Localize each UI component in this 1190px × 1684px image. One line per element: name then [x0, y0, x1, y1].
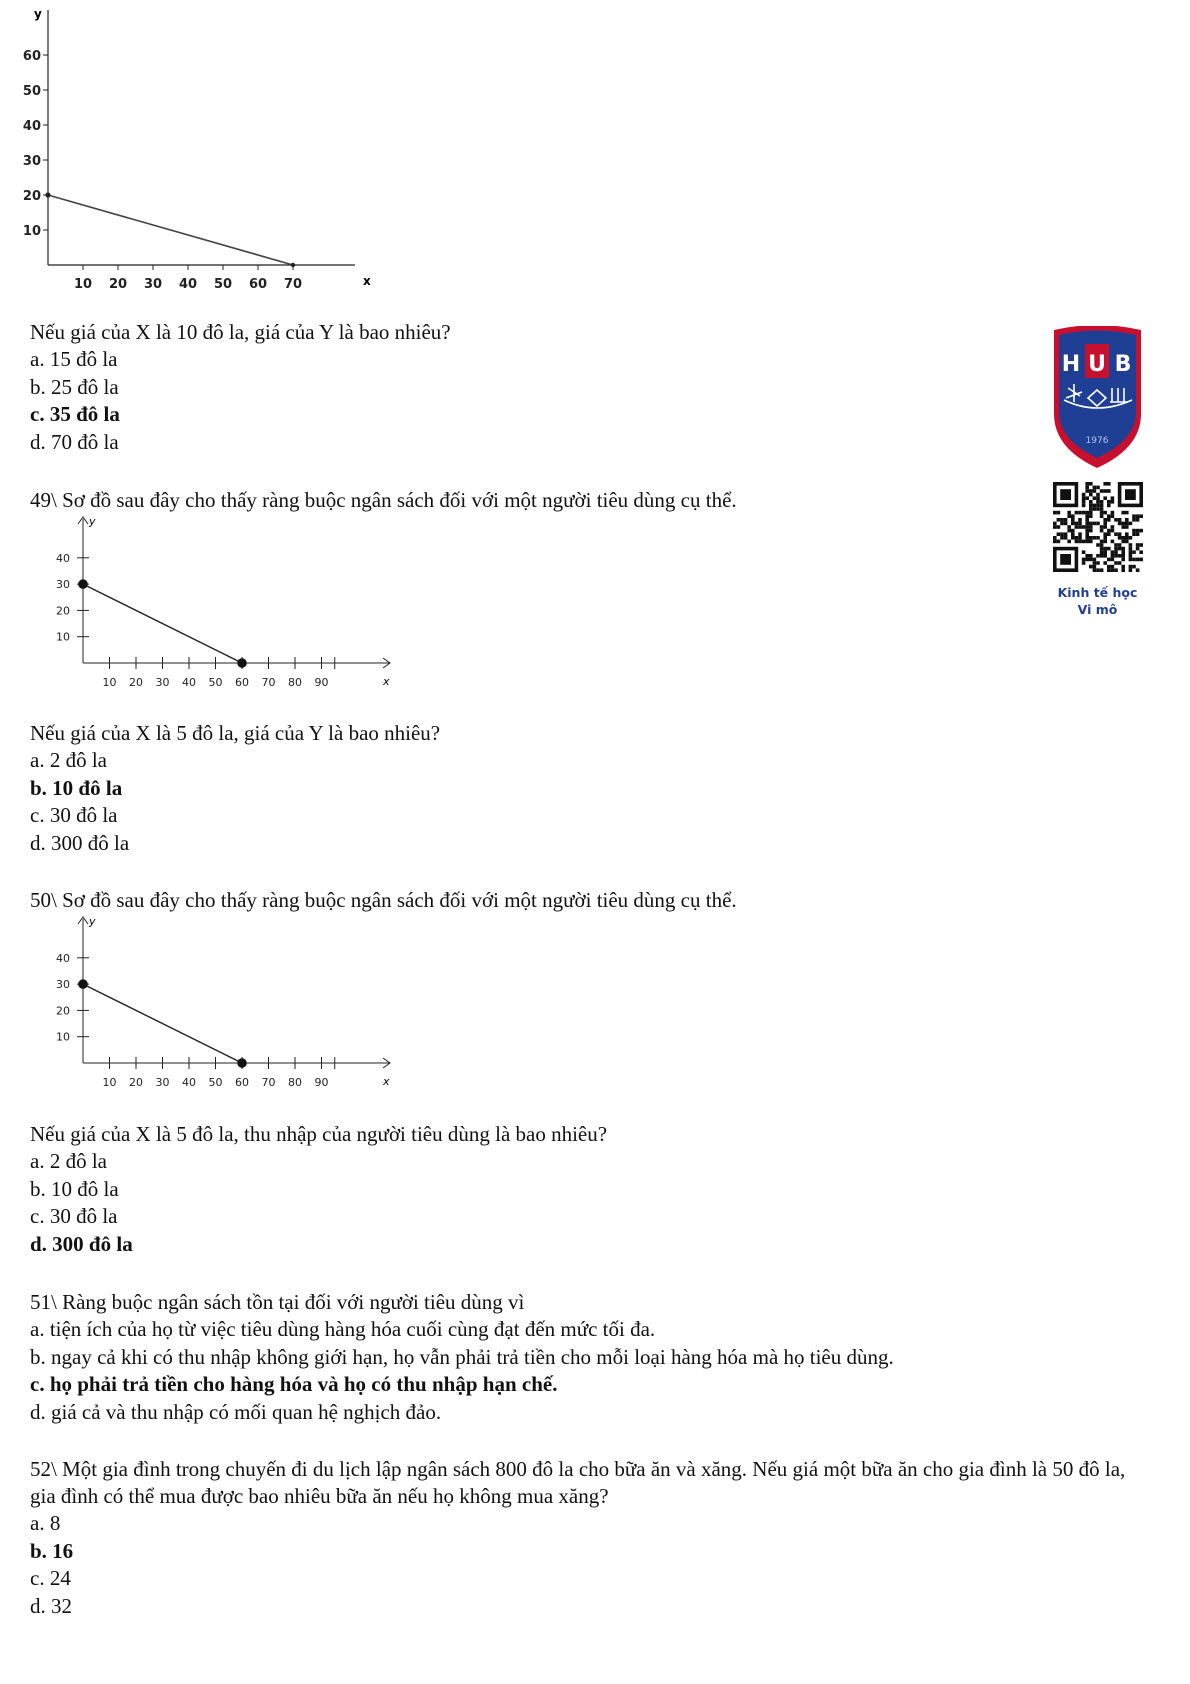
- chart-1-y-label: y: [34, 7, 42, 21]
- option-c-correct: c. họ phải trả tiền cho hàng hóa và họ có thu nhập hạn chế.: [30, 1372, 558, 1396]
- chart-3-x-label: x: [383, 1075, 390, 1088]
- chart-1-x-label: x: [363, 274, 371, 288]
- question-text: Nếu giá của X là 5 đô la, giá của Y là bao nhiêu?: [30, 721, 441, 745]
- question-text: 52\ Một gia đình trong chuyến đi du lịch lập ngân sách 800 đô la cho bữa ăn và xăng. Nếu giá một bữa ăn cho gia đình là 50 đô la, gia đình có thể mua được bao nhiêu bữa ăn nếu họ không mua xăng?: [30, 1457, 1126, 1508]
- chart-1-endpoint: [291, 263, 295, 267]
- chart-3-y-label: y: [89, 915, 96, 928]
- question-48: [30, 319, 451, 456]
- chart-1-y-tick-label: 60: [22, 49, 41, 64]
- chart-1-y-tick-label: 40: [22, 119, 41, 134]
- chart-3-budget-line: [83, 984, 242, 1063]
- chart-3-x-tick-label: 60: [235, 1076, 249, 1089]
- chart-2-x-tick-label: 20: [129, 676, 143, 689]
- option-c: c. 24: [30, 1566, 71, 1590]
- option-b-correct: b. 10 đô la: [30, 775, 123, 800]
- chart-1-x-tick-label: 60: [248, 277, 268, 292]
- chart-3-x-tick-label: 40: [182, 1076, 196, 1089]
- chart-3-x-tick-label: 70: [261, 1076, 276, 1089]
- hub-year: 1976: [1085, 436, 1109, 446]
- chart-3-endpoint: [237, 1058, 247, 1068]
- option-b: b. 25 đô la: [30, 374, 119, 399]
- question-intro: 50\ Sơ đồ sau đây cho thấy ràng buộc ngân sách đối với một người tiêu dùng cụ thể.: [30, 888, 737, 912]
- chart-3: [40, 913, 400, 1093]
- option-b-correct: b. 16: [30, 1538, 74, 1563]
- chart-3-y-tick-label: 10: [56, 1030, 70, 1044]
- option-b: b. ngay cả khi có thu nhập không giới hạn, họ vẫn phải trả tiền cho mỗi loại hàng hóa mà họ tiêu dùng.: [30, 1344, 894, 1369]
- chart-2-endpoint: [78, 579, 88, 589]
- chart-3-x-tick-label: 30: [155, 1076, 170, 1089]
- question-52: [30, 1456, 1140, 1620]
- chart-3-y-tick-label: 20: [56, 1004, 70, 1018]
- option-d: d. giá cả và thu nhập có mối quan hệ nghịch đảo.: [30, 1399, 442, 1424]
- chart-1-y-tick-label: 30: [22, 154, 41, 169]
- chart-2-x-tick-label: 90: [314, 676, 329, 689]
- question-51: [30, 1289, 894, 1426]
- hub-letter-h: H: [1061, 352, 1081, 377]
- hub-logo: [1050, 326, 1145, 471]
- chart-2-x-tick-label: 40: [182, 676, 196, 689]
- chart-2-y-label: y: [89, 515, 96, 528]
- chart-2-budget-line: [83, 584, 242, 663]
- option-a: a. 15 đô la: [30, 347, 118, 371]
- question-text: 51\ Ràng buộc ngân sách tồn tại đối với người tiêu dùng vì: [30, 1290, 525, 1314]
- option-d: d. 32: [30, 1593, 72, 1618]
- chart-3-endpoint: [78, 979, 88, 989]
- question-text: Nếu giá của X là 10 đô la, giá của Y là bao nhiêu?: [30, 320, 451, 344]
- chart-3-x-tick-label: 20: [129, 1076, 143, 1089]
- chart-3-x-tick-label: 10: [102, 1076, 117, 1089]
- hub-letter-u: U: [1088, 352, 1106, 377]
- chart-3-x-tick-label: 50: [208, 1076, 223, 1089]
- chart-1: [0, 0, 400, 300]
- option-a: a. 2 đô la: [30, 1149, 107, 1173]
- chart-2-x-tick-label: 60: [235, 676, 249, 689]
- option-d: d. 300 đô la: [30, 830, 130, 855]
- chart-1-x-tick-label: 50: [213, 277, 233, 292]
- option-c: c. 30 đô la: [30, 1204, 118, 1228]
- chart-3-y-tick-label: 30: [56, 978, 70, 992]
- chart-3-x-tick-label: 80: [288, 1076, 302, 1089]
- question-49: [30, 720, 440, 857]
- question-intro: 49\ Sơ đồ sau đây cho thấy ràng buộc ngân sách đối với một người tiêu dùng cụ thể.: [30, 488, 737, 512]
- chart-1-x-tick-label: 30: [143, 277, 163, 292]
- chart-1-endpoint: [45, 192, 50, 197]
- caption-line-1: Kinh tế học: [1057, 585, 1138, 600]
- chart-2-y-tick-label: 30: [56, 578, 70, 592]
- chart-2-x-tick-label: 10: [102, 676, 117, 689]
- chart-1-y-tick-label: 50: [22, 84, 41, 99]
- chart-3-y-tick-label: 40: [56, 951, 70, 965]
- qr-code: [1053, 482, 1143, 572]
- option-a: a. 8: [30, 1511, 61, 1535]
- chart-2-x-tick-label: 30: [155, 676, 170, 689]
- option-b: b. 10 đô la: [30, 1176, 119, 1201]
- option-c: c. 30 đô la: [30, 803, 118, 827]
- option-a: a. tiện ích của họ từ việc tiêu dùng hàng hóa cuối cùng đạt đến mức tối đa.: [30, 1317, 656, 1341]
- chart-1-y-tick-label: 20: [22, 189, 41, 204]
- caption-line-2: Vi mô: [1077, 602, 1118, 617]
- hub-caption: [1040, 584, 1155, 618]
- chart-2-y-tick-label: 40: [56, 551, 70, 565]
- chart-1-x-tick-label: 70: [283, 277, 303, 292]
- option-a: a. 2 đô la: [30, 748, 107, 772]
- chart-2-x-label: x: [383, 675, 390, 688]
- chart-2-y-tick-label: 20: [56, 604, 70, 618]
- chart-2-endpoint: [237, 658, 247, 668]
- chart-1-x-tick-label: 40: [178, 277, 198, 292]
- chart-2-x-tick-label: 50: [208, 676, 223, 689]
- chart-1-y-tick-label: 10: [22, 224, 41, 239]
- chart-2-x-tick-label: 80: [288, 676, 302, 689]
- chart-1-x-tick-label: 20: [108, 277, 128, 292]
- question-50-intro: [30, 887, 737, 914]
- chart-2-x-tick-label: 70: [261, 676, 276, 689]
- chart-2: [40, 513, 400, 693]
- option-d-correct: d. 300 đô la: [30, 1231, 133, 1256]
- chart-3-x-tick-label: 90: [314, 1076, 329, 1089]
- question-text: Nếu giá của X là 5 đô la, thu nhập của người tiêu dùng là bao nhiêu?: [30, 1122, 608, 1146]
- option-d: d. 70 đô la: [30, 429, 119, 454]
- chart-2-y-tick-label: 10: [56, 630, 70, 644]
- chart-1-x-tick-label: 10: [73, 277, 93, 292]
- question-49-intro: [30, 487, 737, 514]
- option-c-correct: c. 35 đô la: [30, 402, 120, 426]
- hub-letter-b: B: [1114, 352, 1132, 377]
- chart-1-budget-line: [48, 195, 293, 265]
- question-50: [30, 1121, 607, 1258]
